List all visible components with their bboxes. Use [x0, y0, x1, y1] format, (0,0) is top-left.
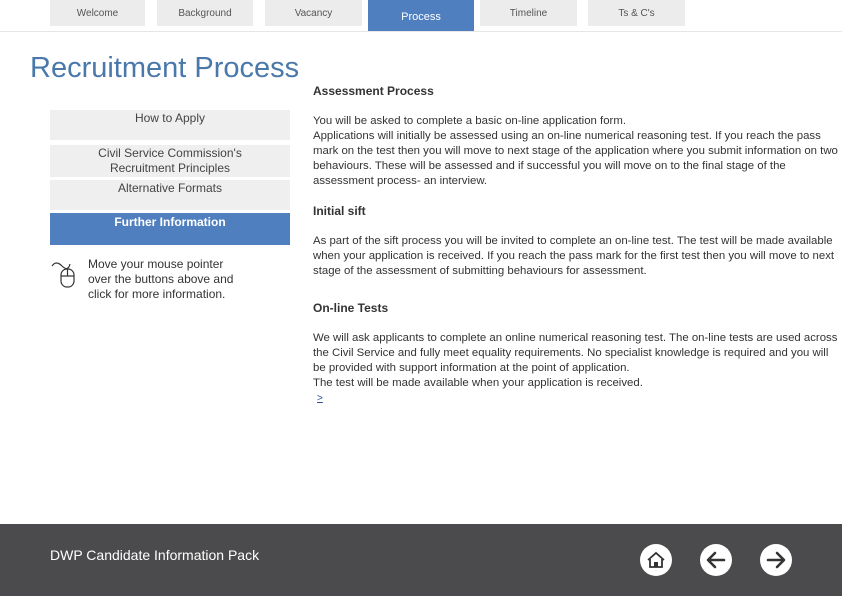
- nav-how-to-apply[interactable]: How to Apply: [50, 110, 290, 140]
- top-tab-bar: [0, 0, 842, 32]
- tab-process[interactable]: Process: [368, 0, 474, 31]
- tab-terms[interactable]: Ts & C's: [588, 0, 685, 26]
- heading-initial-sift: Initial sift: [313, 204, 366, 218]
- paragraph-initial-sift: As part of the sift process you will be invited to complete an on-line test. The test will be made available when your application is received. If you reach the pass mark for the first test then you will move to next stage of the assessment of submitting behaviours for assessment.: [313, 235, 835, 277]
- nav-further-information[interactable]: Further Information: [50, 213, 290, 245]
- arrow-right-icon: [764, 548, 788, 572]
- hint-text: Move your mouse pointer over the buttons above and click for more information.: [88, 257, 234, 301]
- home-button[interactable]: [640, 544, 672, 576]
- tab-welcome[interactable]: Welcome: [50, 0, 145, 26]
- paragraph-online-tests: We will ask applicants to complete an online numerical reasoning test. The on-line tests are used across the Civil Service and fully meet equality requirements. No specialist knowledge is required and you will be provided with support information at the point of application. The test will be made available when your application is received.: [313, 332, 838, 389]
- footer: [0, 524, 842, 596]
- content-panel: [313, 84, 838, 406]
- tab-timeline[interactable]: Timeline: [480, 0, 577, 26]
- heading-assessment-process: Assessment Process: [313, 84, 434, 98]
- footer-title: DWP Candidate Information Pack: [50, 547, 260, 563]
- nav-alternative-formats[interactable]: Alternative Formats: [50, 180, 290, 210]
- arrow-left-icon: [704, 548, 728, 572]
- tab-vacancy[interactable]: Vacancy: [265, 0, 362, 26]
- home-icon: [645, 549, 667, 571]
- paragraph-assessment: You will be asked to complete a basic on-line application form. Applications will initially be assessed using an on-line numerical reasoning test. If you reach the pass mark on the test then you will move to next stage of the application where you submit information on two behaviours. These will be assessed and if successful you will move on to the final stage of the assessment process- an interview.: [313, 115, 838, 187]
- back-button[interactable]: [700, 544, 732, 576]
- mouse-icon: [50, 258, 78, 288]
- next-button[interactable]: [760, 544, 792, 576]
- page-title: Recruitment Process: [30, 52, 300, 84]
- more-link[interactable]: >: [317, 393, 323, 404]
- tab-background[interactable]: Background: [157, 0, 253, 26]
- heading-online-tests: On-line Tests: [313, 301, 389, 315]
- nav-recruitment-principles[interactable]: Civil Service Commission's Recruitment Principles: [50, 145, 290, 177]
